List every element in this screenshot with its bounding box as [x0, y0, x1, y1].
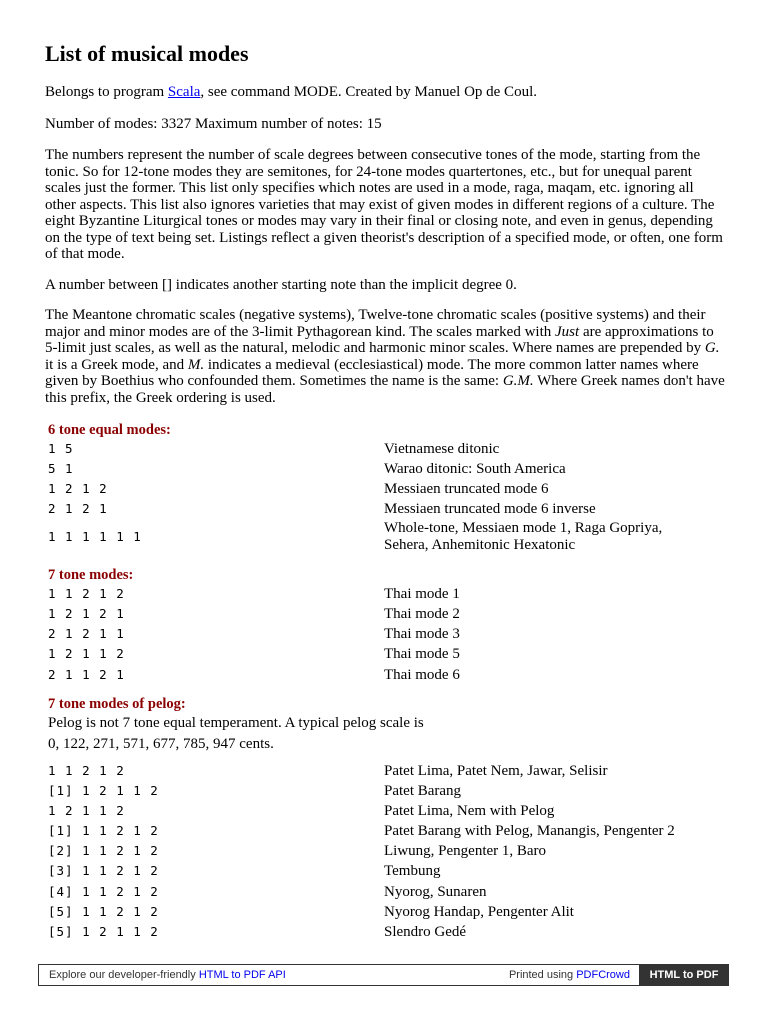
- section-heading-7-tone: 7 tone modes:: [48, 567, 134, 583]
- mode-steps: 1 2 1 1 2: [48, 803, 125, 818]
- mode-steps: 1 2 1 1 2: [48, 646, 125, 661]
- mode-row: [48, 781, 728, 801]
- mode-steps: [5] 1 1 2 1 2: [48, 904, 159, 919]
- section-heading-pelog: 7 tone modes of pelog:: [48, 696, 186, 712]
- mode-row: [48, 841, 728, 861]
- mode-name: Patet Barang: [384, 783, 462, 799]
- mode-name: Nyorog Handap, Pengenter Alit: [384, 904, 574, 920]
- intro-paragraph-3: The Meantone chromatic scales (negative systems), Twelve-tone chromatic scales (positive systems) and their major and minor modes are of the 3-limit Pythagorean kind. The scales marked with Just are approximations to 5-limit just scales, as well as the natural, melodic and harmonic minor scales. Where names are prepended by G. it is a Greek mode, and M. indicates a medieval (ecclesiastical) mode. The more common latter names where given by Boethius who confounded them. Sometimes the name is the same: G.M. Where Greek names don't have this prefix, the Greek ordering is used.: [45, 307, 725, 406]
- mode-name: Liwung, Pengenter 1, Baro: [384, 843, 547, 859]
- mode-steps: 1 2 1 2 1: [48, 606, 125, 621]
- section-heading-6-tone: 6 tone equal modes:: [48, 422, 171, 438]
- mode-row: [48, 761, 728, 781]
- pelog-note-2: 0, 122, 271, 571, 677, 785, 947 cents.: [48, 736, 274, 752]
- mode-name: Patet Lima, Patet Nem, Jawar, Selisir: [384, 763, 608, 779]
- mode-row: [48, 499, 728, 519]
- footer-right: Printed using PDFCrowd: [508, 969, 630, 981]
- mode-name: Messiaen truncated mode 6 inverse: [384, 501, 596, 517]
- mode-name: Thai mode 2: [384, 606, 460, 622]
- mode-steps: 5 1: [48, 461, 74, 476]
- mode-steps: 1 1 2 1 2: [48, 586, 125, 601]
- intro-paragraph-2: A number between [] indicates another starting note than the implicit degree 0.: [45, 277, 517, 293]
- mode-name: Patet Lima, Nem with Pelog: [384, 803, 555, 819]
- mode-name: Messiaen truncated mode 6: [384, 481, 549, 497]
- footer-left: Explore our developer-friendly HTML to PDF API: [49, 969, 286, 981]
- mode-steps: [5] 1 2 1 1 2: [48, 924, 159, 939]
- html-to-pdf-button[interactable]: HTML to PDF: [639, 964, 729, 986]
- mode-steps: [1] 1 1 2 1 2: [48, 823, 159, 838]
- mode-steps: 2 1 2 1 1: [48, 626, 125, 641]
- pdfcrowd-footer: [38, 964, 729, 986]
- mode-row: [48, 801, 728, 821]
- mode-name: Patet Barang with Pelog, Manangis, Pengenter 2: [384, 823, 675, 839]
- mode-name: Slendro Gedé: [384, 924, 467, 940]
- mode-name: Whole-tone, Messiaen mode 1, Raga Gopriya, Sehera, Anhemitonic Hexatonic: [384, 520, 663, 553]
- mode-row: [48, 459, 728, 479]
- mode-name: Vietnamese ditonic: [384, 441, 500, 457]
- mode-row: [48, 821, 728, 841]
- mode-row: [48, 665, 728, 685]
- mode-steps: 1 2 1 2: [48, 481, 108, 496]
- pelog-note-1: Pelog is not 7 tone equal temperament. A typical pelog scale is: [48, 715, 424, 731]
- scala-link[interactable]: Scala: [167, 84, 201, 100]
- mode-steps: [2] 1 1 2 1 2: [48, 843, 159, 858]
- mode-name: Tembung: [384, 863, 441, 879]
- mode-row: [48, 584, 728, 604]
- mode-row: [48, 861, 728, 881]
- intro-belongs: Belongs to program Scala, see command MODE. Created by Manuel Op de Coul.: [45, 84, 537, 100]
- html-to-pdf-api-link[interactable]: HTML to PDF API: [198, 969, 286, 981]
- intro-paragraph-1: The numbers represent the number of scale degrees between consecutive tones of the mode, starting from the tonic. So for 12-tone modes they are semitones, for 24-tone modes quartertones, etc., but for unequal parent scales just the former. This list only specifies which notes are used in a mode, raga, maqam, etc. ignoring all other aspects. This list also ignores varieties that may exist of given modes in different regions of a culture. The eight Byzantine Liturgical tones or modes may vary in their final or closing note, and even in genus, depending on the type of text being set. Listings reflect a given theorist's description of a specified mode, or often, one form of that mode.: [45, 147, 723, 262]
- pdfcrowd-link[interactable]: PDFCrowd: [576, 969, 630, 981]
- mode-row: [48, 644, 728, 664]
- mode-row: [48, 882, 728, 902]
- mode-row: [48, 624, 728, 644]
- page-title: List of musical modes: [45, 41, 249, 66]
- intro-counts: Number of modes: 3327 Maximum number of notes: 15: [45, 116, 382, 132]
- mode-name: Thai mode 5: [384, 646, 460, 662]
- mode-steps: 1 1 1 1 1 1: [48, 529, 142, 544]
- mode-steps: [4] 1 1 2 1 2: [48, 884, 159, 899]
- mode-row: [48, 520, 728, 553]
- mode-steps: [1] 1 2 1 1 2: [48, 783, 159, 798]
- mode-name: Thai mode 3: [384, 626, 460, 642]
- mode-row: [48, 479, 728, 499]
- mode-steps: [3] 1 1 2 1 2: [48, 863, 159, 878]
- mode-row: [48, 439, 728, 459]
- mode-name: Thai mode 6: [384, 667, 460, 683]
- mode-row: [48, 902, 728, 922]
- mode-row: [48, 922, 728, 942]
- mode-steps: 1 1 2 1 2: [48, 763, 125, 778]
- mode-steps: 1 5: [48, 441, 74, 456]
- mode-steps: 2 1 2 1: [48, 501, 108, 516]
- mode-name: Nyorog, Sunaren: [384, 884, 487, 900]
- mode-name: Thai mode 1: [384, 586, 460, 602]
- mode-row: [48, 604, 728, 624]
- mode-steps: 2 1 1 2 1: [48, 667, 125, 682]
- mode-name: Warao ditonic: South America: [384, 461, 566, 477]
